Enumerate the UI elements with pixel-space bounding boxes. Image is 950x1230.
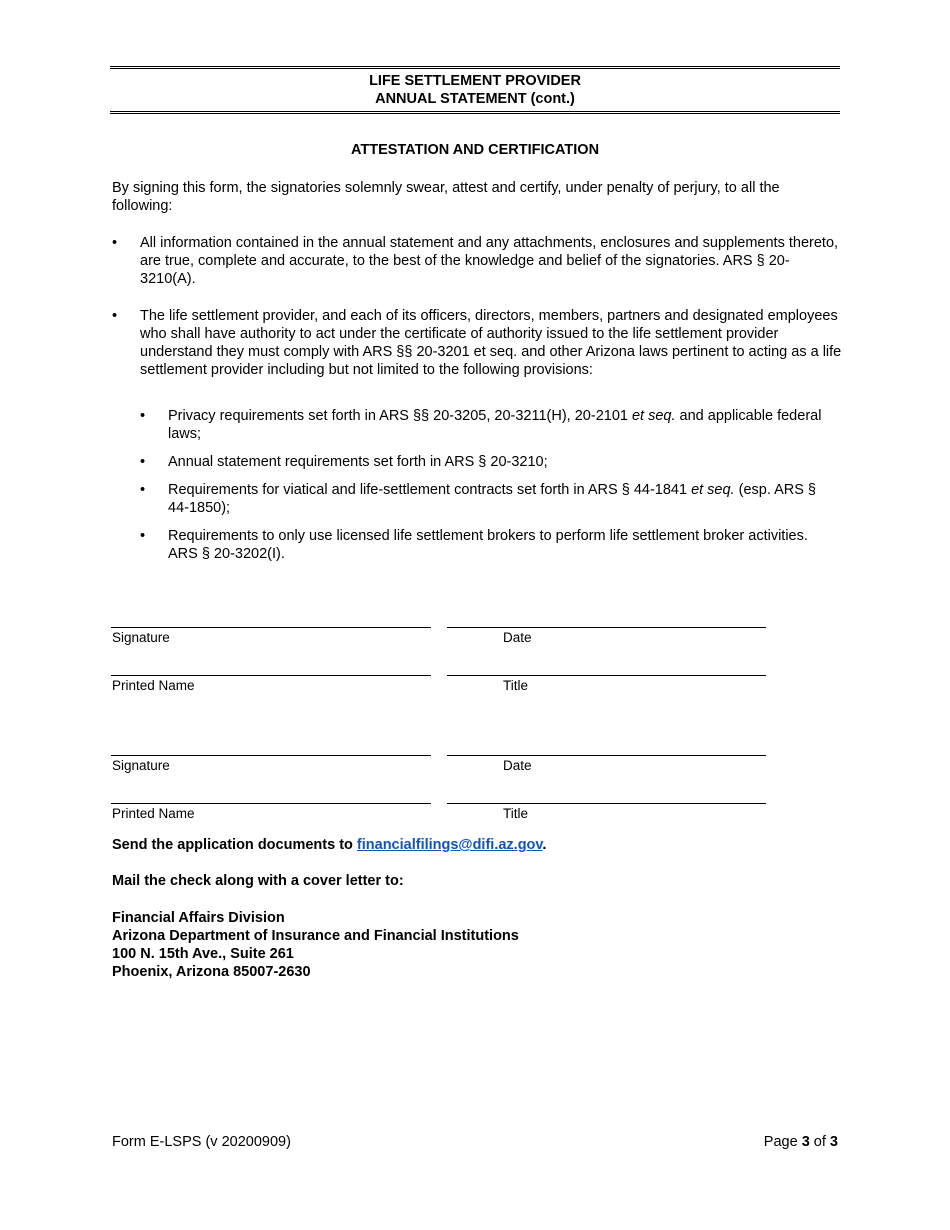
bullet-dot: • — [112, 235, 118, 251]
bullet-text: All information contained in the annual statement and any attachments, enclosures and supplements thereto, are true, complete and accurate, to the best of the knowledge and belief of the signatories. ARS § 20-3210(A). — [140, 235, 839, 287]
address-line: Phoenix, Arizona 85007-2630 — [112, 964, 311, 980]
bullet-text: The life settlement provider, and each of its officers, directors, members, partners and designated employees who shall have authority to act under the certificate of authority issued to the life settlement provider understand they must comply with ARS §§ 20-3201 et seq. and other Arizona laws pertinent to acting as a life settlement provider including but not limited to the following provisions: — [140, 308, 842, 378]
sub-bullet-text: Annual statement requirements set forth in ARS § 20-3210; — [168, 454, 548, 470]
mailing-address — [112, 909, 519, 981]
send-instructions: Send the application documents to financialfilings@difi.az.gov. — [112, 837, 547, 853]
printed-name-line[interactable] — [111, 675, 431, 676]
date-line[interactable] — [447, 627, 766, 628]
title-label: Title — [503, 678, 529, 693]
printed-name-line[interactable] — [111, 803, 431, 804]
signature-label: Signature — [112, 758, 170, 773]
signature-label: Signature — [112, 630, 170, 645]
page-number: Page 3 of 3 — [763, 1134, 838, 1150]
date-label: Date — [503, 630, 532, 645]
title-line[interactable] — [447, 675, 766, 676]
date-line[interactable] — [447, 755, 766, 756]
sub-bullet-text: Privacy requirements set forth in ARS §§ 20-3205, 20-3211(H), 20-2101 et seq. and applicable federal laws; — [168, 408, 822, 442]
bullet-dot: • — [140, 408, 146, 424]
header-title: LIFE SETTLEMENT PROVIDER — [369, 73, 581, 89]
header-subtitle: ANNUAL STATEMENT (cont.) — [375, 91, 575, 107]
title-label: Title — [503, 806, 529, 821]
printed-name-label: Printed Name — [112, 678, 195, 693]
printed-name-label: Printed Name — [112, 806, 195, 821]
bullet-dot: • — [140, 482, 146, 498]
address-line: 100 N. 15th Ave., Suite 261 — [112, 946, 294, 962]
title-line[interactable] — [447, 803, 766, 804]
bullet-dot: • — [140, 528, 146, 544]
signature-line[interactable] — [111, 627, 431, 628]
sub-bullet-text: Requirements for viatical and life-settlement contracts set forth in ARS § 44-1841 et seq. (esp. ARS § 44-1850); — [168, 482, 816, 516]
form-id: Form E-LSPS (v 20200909) — [112, 1134, 291, 1150]
bullet-dot: • — [112, 308, 118, 324]
signature-line[interactable] — [111, 755, 431, 756]
form-header — [110, 66, 840, 114]
address-line: Financial Affairs Division — [112, 910, 285, 926]
sub-bullet-text: Requirements to only use licensed life settlement brokers to perform life settlement broker activities. ARS § 20-3202(I). — [168, 528, 808, 562]
email-link[interactable]: financialfilings@difi.az.gov — [356, 837, 543, 853]
mail-instructions: Mail the check along with a cover letter to: — [112, 873, 404, 889]
intro-paragraph: By signing this form, the signatories solemnly swear, attest and certify, under penalty of perjury, to all the following: — [112, 180, 780, 214]
date-label: Date — [503, 758, 532, 773]
bullet-dot: • — [140, 454, 146, 470]
address-line: Arizona Department of Insurance and Financial Institutions — [112, 928, 519, 944]
section-title: ATTESTATION AND CERTIFICATION — [350, 142, 600, 158]
